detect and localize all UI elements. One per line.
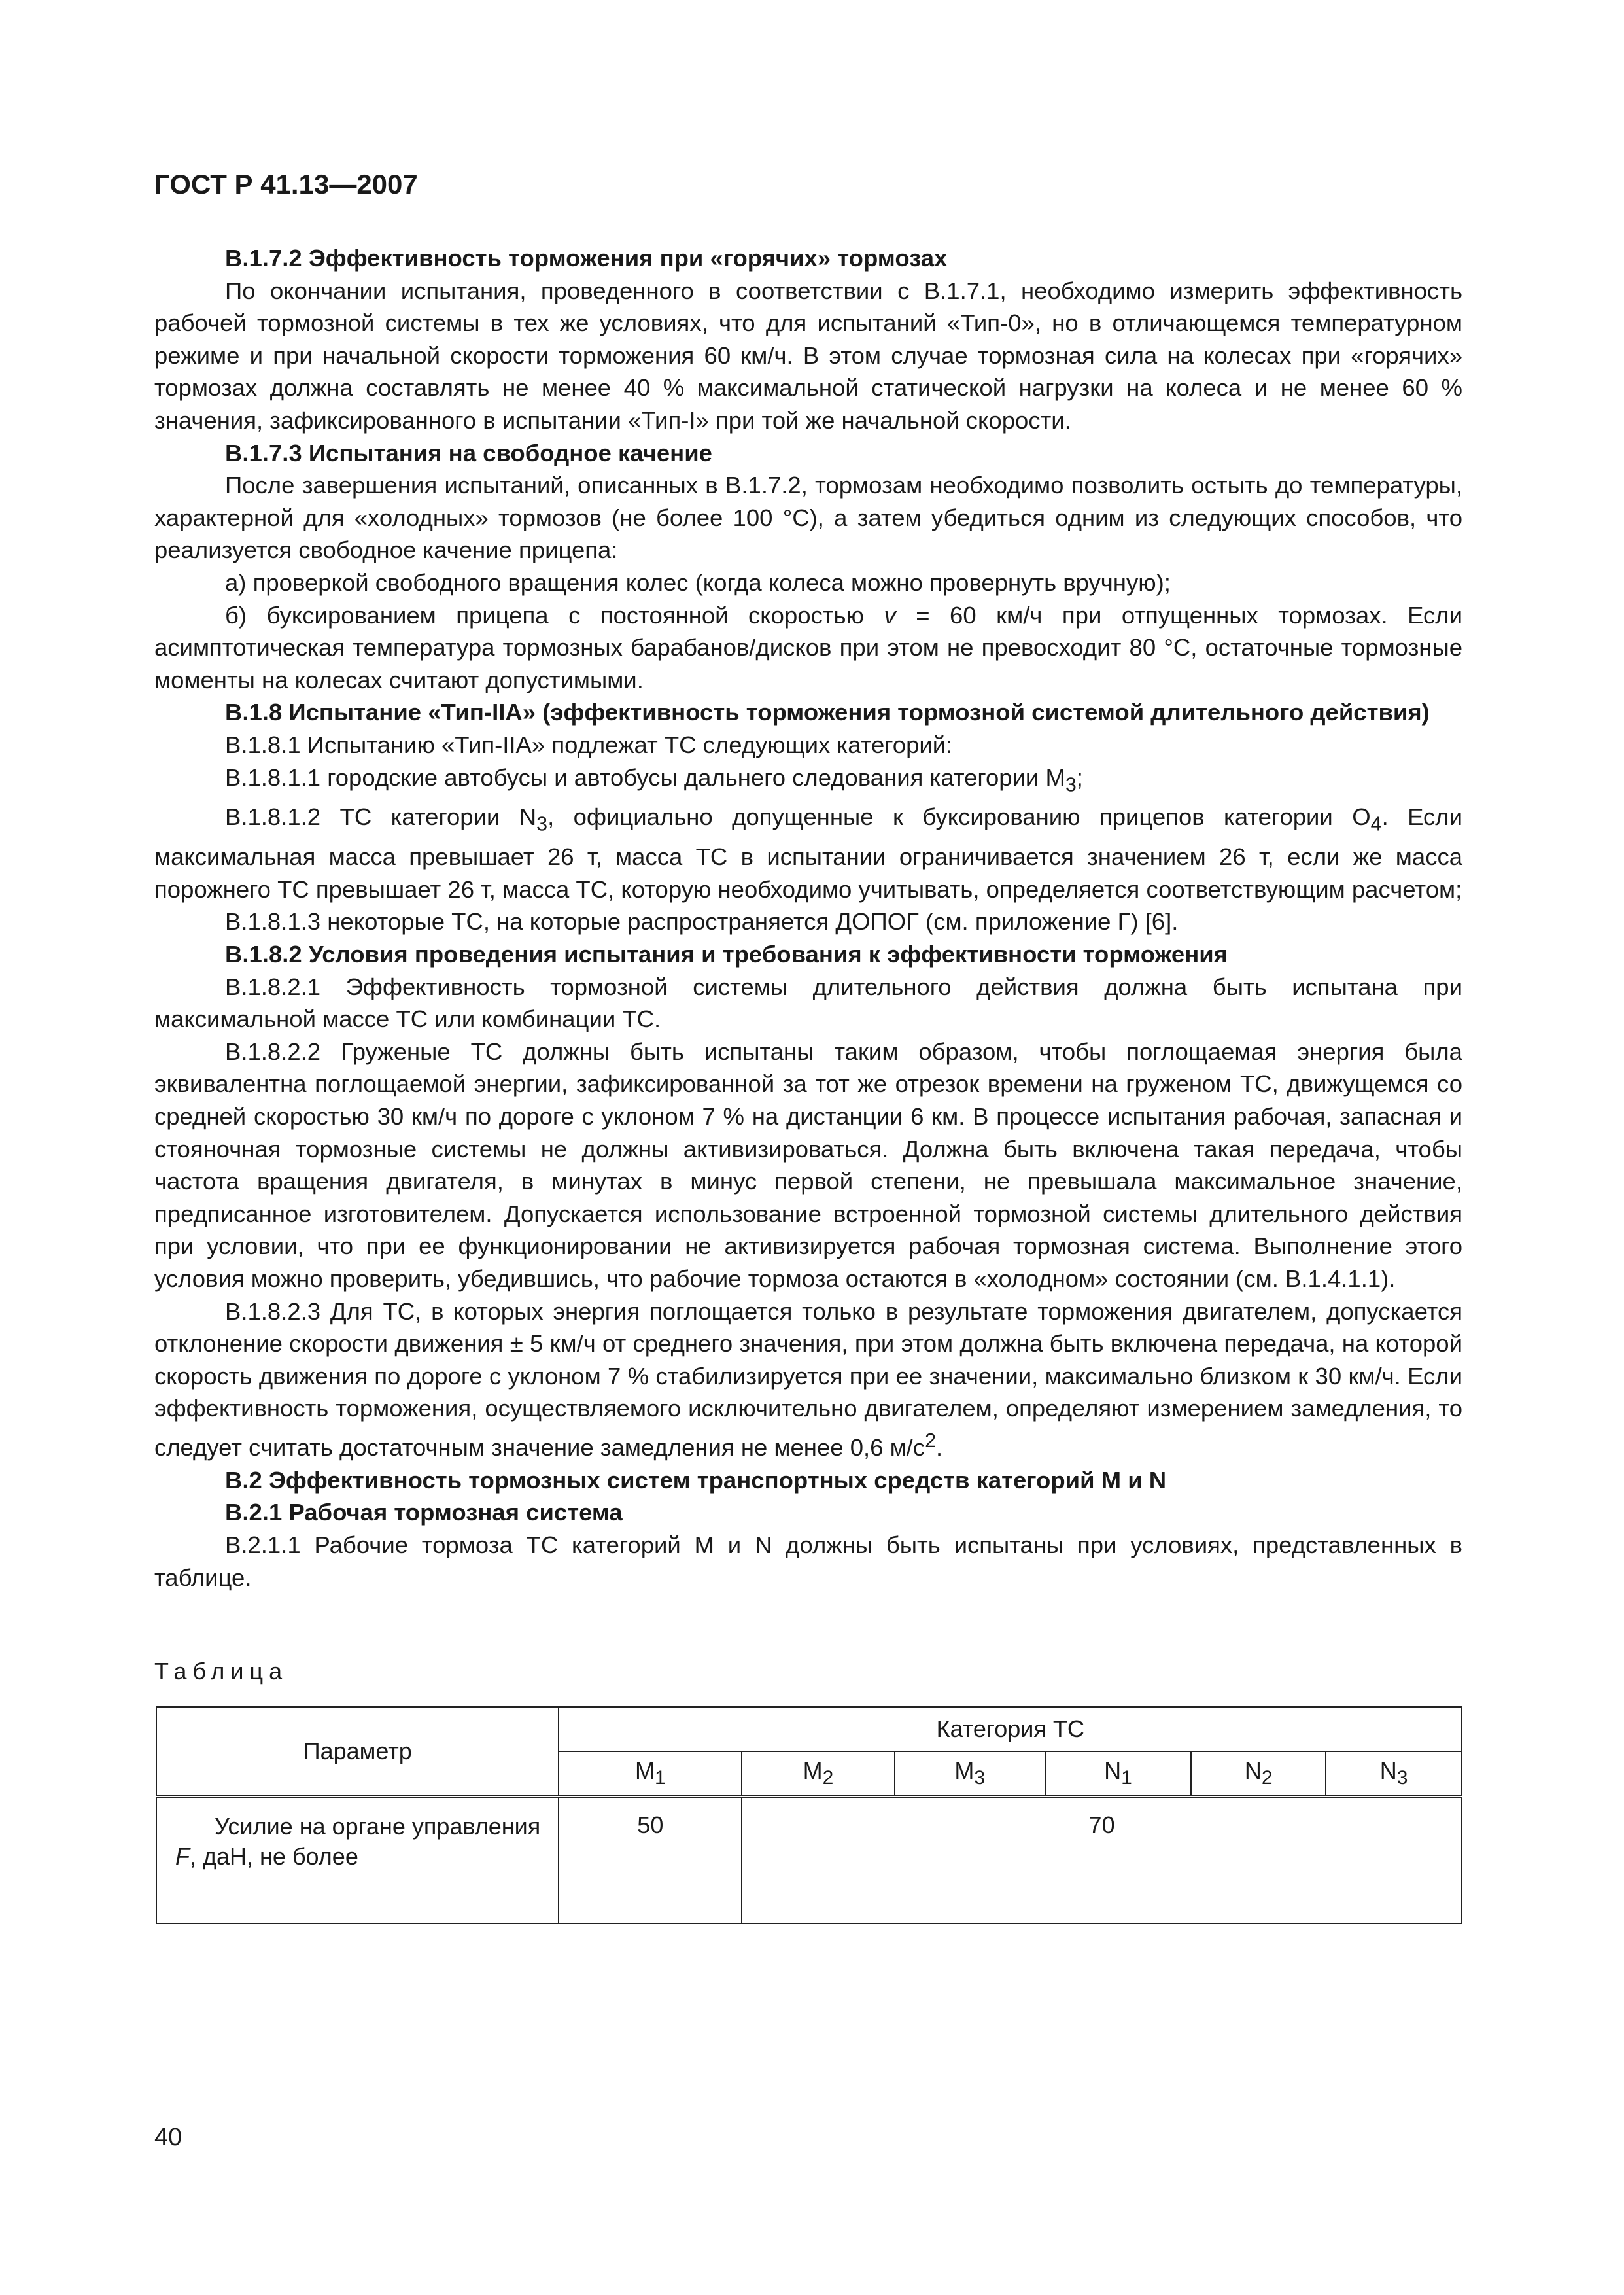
row-label-pre: Усилие на органе управления [215, 1813, 541, 1840]
table-header-row [156, 1707, 1462, 1751]
column-header-n1 [1045, 1751, 1192, 1797]
paragraph-b173: После завершения испытаний, описанных в В.1.7.2, тормозам необходимо позволить остыть до температуры, характерной для «холодных» тормозов (не более 100 °С), а затем убедиться одним из следующих способов, что реализуется свободное качение прицепа: [154, 472, 1462, 564]
list-item-a: а) проверкой свободного вращения колес (когда колеса можно провернуть вручную); [225, 569, 1171, 596]
column-header-m3-base: M [954, 1757, 975, 1785]
brake-force-table [156, 1706, 1462, 1924]
value-cell-other: 70 [742, 1797, 1462, 1924]
param-header-cell: Параметр [156, 1707, 559, 1797]
paragraph-b1812-subscript-1: 3 [536, 813, 548, 835]
row-label-variable: F [175, 1843, 190, 1870]
paragraph-b1811-text: В.1.8.1.1 городские автобусы и автобусы дальнего следования категории М [225, 763, 1065, 791]
paragraph-b1811 [154, 762, 1462, 801]
column-header-n2-sub: 2 [1261, 1767, 1273, 1789]
column-header-m3-sub: 3 [974, 1767, 986, 1789]
paragraph-b1823-end: . [936, 1434, 943, 1462]
paragraph-b1811-end: ; [1076, 763, 1083, 791]
page-number: 40 [154, 2124, 182, 2151]
column-header-m2-base: M [803, 1757, 823, 1785]
paragraph-b1812 [154, 801, 1462, 905]
paragraph-b1811-subscript: 3 [1065, 773, 1077, 796]
column-header-n3-sub: 3 [1396, 1767, 1408, 1789]
column-header-m2 [742, 1751, 895, 1797]
section-heading-b18: В.1.8 Испытание «Тип-IIА» (эффективность торможения тормозной системой длительного действия) [225, 699, 1430, 726]
section-heading-b2: В.2 Эффективность тормозных систем транспортных средств категорий М и N [225, 1466, 1167, 1494]
table-caption: Таблица [154, 1658, 288, 1685]
column-header-m1 [559, 1751, 742, 1797]
section-heading-b182: В.1.8.2 Условия проведения испытания и требования к эффективности торможения [225, 941, 1228, 968]
speed-variable: v [884, 601, 896, 629]
paragraph-b1812-end: . Если максимальная масса превышает 26 т, масса ТС в испытании ограничивается значением 26 т, если же масса порожнего ТС превышает 26 т, масса ТС, которую необходимо учитывать, определяется соответствующим расчетом; [154, 803, 1462, 903]
document-code: ГОСТ Р 41.13—2007 [154, 169, 418, 200]
row-label-post: , даН, не более [190, 1843, 358, 1870]
paragraph-b1822: В.1.8.2.2 Груженые ТС должны быть испытаны таким образом, чтобы поглощаемая энергия была эквивалентна поглощаемой энергии, зафиксированной за тот же отрезок времени на груженом ТС, движущемся со средней скоростью 30 км/ч по дороге с уклоном 7 % на дистанции 6 км. В процессе испытания рабочая, запасная и стояночная тормозные системы не должны активизироваться. Должна быть включена такая передача, чтобы частота вращения двигателя, в минутах в минус первой степени, не превышала максимальное значение, предписанное изготовителем. Допускается использование встроенной тормозной системы длительного действия при условии, что при ее функционировании не активизируется рабочая тормозная система. Выполнение этого условия можно проверить, убедившись, что рабочие тормоза остаются в «холодном» состоянии (см. В.1.4.1.1). [154, 1038, 1462, 1292]
main-text [154, 242, 1462, 1594]
paragraph-b1821: В.1.8.2.1 Эффективность тормозной системы длительного действия должна быть испытана при максимальной массе ТС или комбинации ТС. [154, 973, 1462, 1033]
column-header-n3 [1326, 1751, 1462, 1797]
column-header-n2-base: N [1244, 1757, 1262, 1785]
column-header-m3 [895, 1751, 1045, 1797]
column-header-n3-base: N [1379, 1757, 1397, 1785]
list-item-b-pre: б) буксированием прицепа с постоянной скоростью [225, 601, 884, 629]
section-heading-b173: В.1.7.3 Испытания на свободное качение [225, 439, 712, 466]
paragraph-b211: В.2.1.1 Рабочие тормоза ТС категорий М и N должны быть испытаны при условиях, представленных в таблице. [154, 1531, 1462, 1591]
column-header-m1-sub: 1 [654, 1767, 666, 1789]
column-header-n2 [1191, 1751, 1326, 1797]
column-header-n1-sub: 1 [1121, 1767, 1132, 1789]
paragraph-b172: По окончании испытания, проведенного в соответствии с В.1.7.1, необходимо измерить эффективность рабочей тормозной системы в тех же условиях, что для испытаний «Тип-0», но в отличающемся температурном режиме и при начальной скорости торможения 60 км/ч. В этом случае тормозная сила на колесах при «горячих» тормозах должна составлять не менее 40 % максимальной статической нагрузки на колеса и не менее 60 % значения, зафиксированного в испытании «Тип-I» при той же начальной скорости. [154, 277, 1462, 434]
value-cell-m1: 50 [559, 1797, 742, 1924]
row-label-cell [156, 1797, 559, 1924]
column-header-m2-sub: 2 [822, 1767, 834, 1789]
paragraph-b1823-text: В.1.8.2.3 Для ТС, в которых энергия поглощается только в результате торможения двигателем, допускается отклонение скорости движения ± 5 км/ч от среднего значения, при этом должна быть включена передача, на которой скорость движения по дороге с уклоном 7 % стабилизируется при ее значении, максимально близком к 30 км/ч. Если эффективность торможения, осуществляемого исключительно двигателем, определяют измерением замедления, то следует считать достаточным значение замедления не менее 0,6 м/с [154, 1297, 1462, 1462]
column-header-m1-base: M [634, 1757, 655, 1785]
paragraph-b181: В.1.8.1 Испытанию «Тип-IIА» подлежат ТС следующих категорий: [225, 731, 953, 758]
section-heading-b172: В.1.7.2 Эффективность торможения при «горячих» тормозах [225, 245, 948, 272]
list-item-b-post: = 60 км/ч при отпущенных тормозах. Если асимптотическая температура тормозных барабанов/дисков при этом не превосходит 80 °С, остаточные тормозные моменты на колесах считают допустимыми. [154, 601, 1462, 693]
paragraph-b1823 [154, 1295, 1462, 1464]
table-row [156, 1797, 1462, 1924]
paragraph-b1823-superscript: 2 [925, 1429, 936, 1452]
section-heading-b21: В.2.1 Рабочая тормозная система [225, 1499, 623, 1526]
category-header-cell: Категория ТС [559, 1707, 1462, 1751]
list-item-b [154, 599, 1462, 697]
paragraph-b1812-text: В.1.8.1.2 ТС категории N [225, 803, 537, 831]
paragraph-b1812-subscript-2: 4 [1370, 813, 1382, 835]
paragraph-b1812-middle: , официально допущенные к буксированию прицепов категории О [547, 803, 1371, 831]
paragraph-b1813: В.1.8.1.3 некоторые ТС, на которые распространяется ДОПОГ (см. приложение Г) [6]. [225, 908, 1179, 936]
column-header-n1-base: N [1104, 1757, 1122, 1785]
